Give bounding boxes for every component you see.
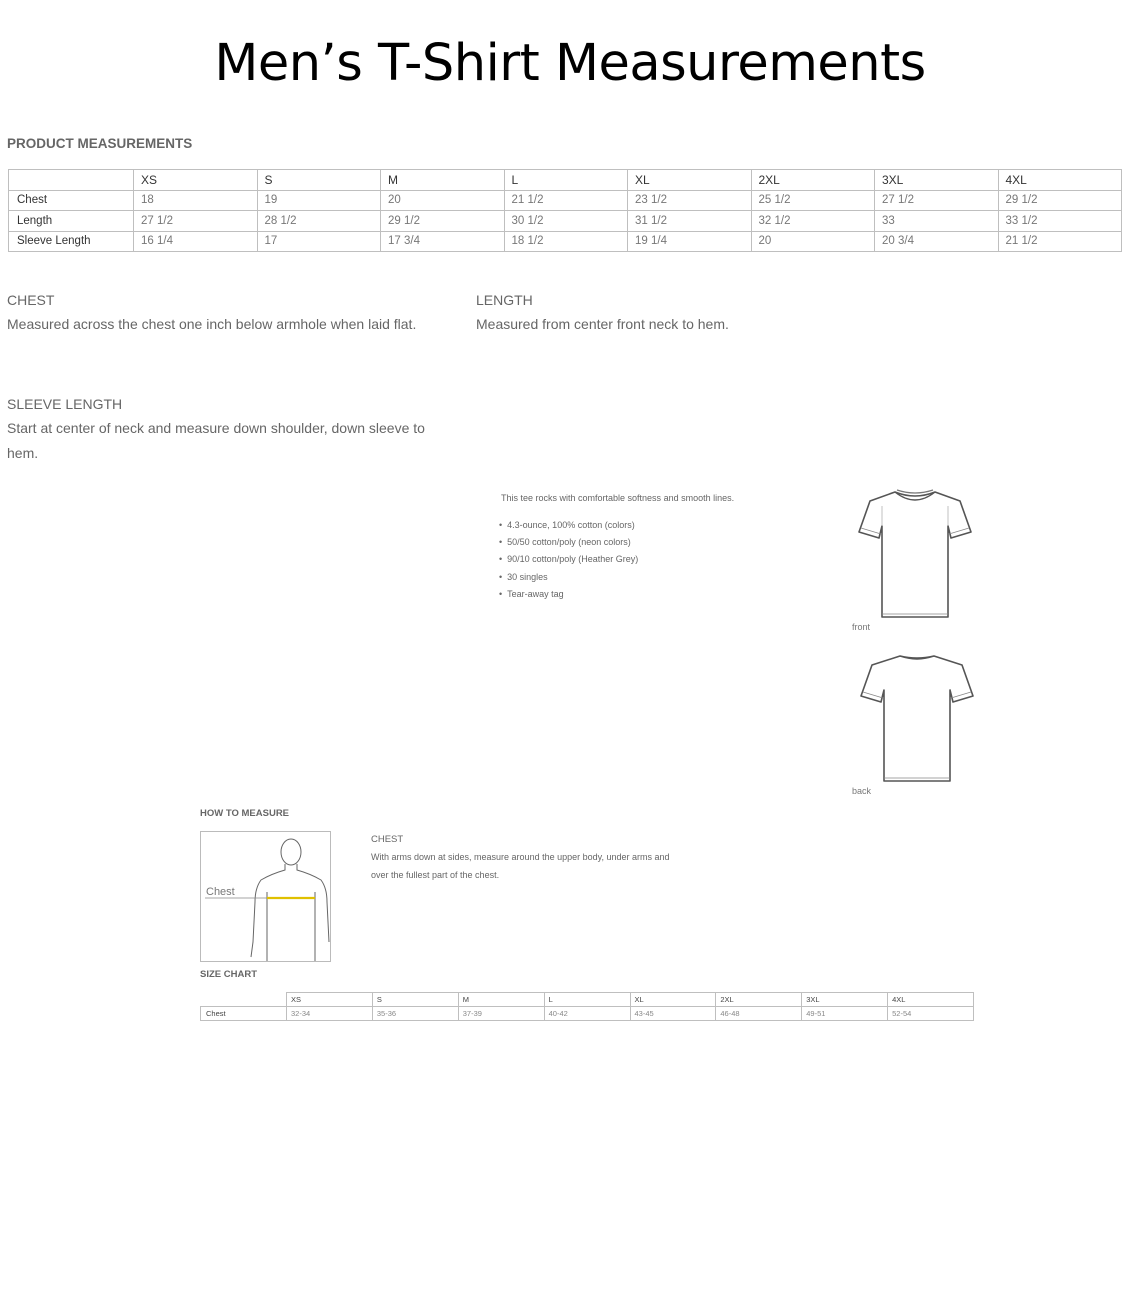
- list-item: • 30 singles: [499, 572, 638, 589]
- size-chart-table: [200, 992, 974, 1021]
- size-chart-heading: SIZE CHART: [200, 969, 257, 980]
- table-row: [9, 190, 1122, 211]
- product-intro: This tee rocks with comfortable softness and smooth lines.: [501, 493, 735, 503]
- size-header: XL: [628, 170, 752, 191]
- row-label: Chest: [201, 1007, 287, 1021]
- sleeve-definition-text: Start at center of neck and measure down shoulder, down sleeve to hem.: [7, 420, 425, 461]
- size-header: S: [372, 993, 458, 1007]
- table-cell: 20: [751, 231, 875, 252]
- row-label: Sleeve Length: [9, 231, 134, 252]
- table-corner-cell: [9, 170, 134, 191]
- table-cell: 33 1/2: [998, 211, 1122, 232]
- how-to-measure-heading: HOW TO MEASURE: [200, 808, 290, 819]
- table-row: [201, 1007, 974, 1021]
- size-header: M: [458, 993, 544, 1007]
- product-measurements-table: [8, 169, 1122, 252]
- tshirt-back-icon: [852, 650, 982, 786]
- length-definition-text: Measured from center front neck to hem.: [476, 316, 729, 332]
- size-header: S: [257, 170, 381, 191]
- how-to-measure-chest-text: With arms down at sides, measure around the upper body, under arms and over the fullest part of the chest.: [371, 852, 670, 880]
- size-header: 2XL: [716, 993, 802, 1007]
- list-item: • Tear-away tag: [499, 589, 638, 606]
- table-cell: 19 1/4: [628, 231, 752, 252]
- size-header: XL: [630, 993, 716, 1007]
- table-cell: 19: [257, 190, 381, 211]
- table-cell: 37-39: [458, 1007, 544, 1021]
- table-cell: 25 1/2: [751, 190, 875, 211]
- size-header: 4XL: [998, 170, 1122, 191]
- table-cell: 40-42: [544, 1007, 630, 1021]
- table-cell: 29 1/2: [381, 211, 505, 232]
- table-cell: 21 1/2: [998, 231, 1122, 252]
- table-header-row: [201, 993, 974, 1007]
- tshirt-front-icon: [850, 486, 980, 622]
- table-cell: 43-45: [630, 1007, 716, 1021]
- table-cell: 20 3/4: [875, 231, 999, 252]
- table-cell: 35-36: [372, 1007, 458, 1021]
- row-label: Length: [9, 211, 134, 232]
- length-definition-title: LENGTH: [476, 292, 533, 308]
- table-cell: 29 1/2: [998, 190, 1122, 211]
- table-cell: 32 1/2: [751, 211, 875, 232]
- table-header-row: [9, 170, 1122, 191]
- table-cell: 27 1/2: [875, 190, 999, 211]
- measure-figure: [200, 831, 331, 962]
- sleeve-definition-title: SLEEVE LENGTH: [7, 396, 123, 412]
- table-cell: 31 1/2: [628, 211, 752, 232]
- table-cell: 52-54: [888, 1007, 974, 1021]
- size-header: L: [504, 170, 628, 191]
- list-item: • 50/50 cotton/poly (neon colors): [499, 537, 638, 554]
- chest-definition-title: CHEST: [7, 292, 55, 308]
- chest-definition-text: Measured across the chest one inch below armhole when laid flat.: [7, 316, 417, 332]
- size-header: M: [381, 170, 505, 191]
- front-caption: front: [852, 622, 871, 632]
- table-cell: 28 1/2: [257, 211, 381, 232]
- table-cell: 30 1/2: [504, 211, 628, 232]
- table-cell: 23 1/2: [628, 190, 752, 211]
- size-header: XS: [287, 993, 373, 1007]
- size-header: 2XL: [751, 170, 875, 191]
- table-cell: 17: [257, 231, 381, 252]
- table-cell: 32-34: [287, 1007, 373, 1021]
- page-title: Men’s T-Shirt Measurements: [214, 34, 926, 93]
- list-item: • 90/10 cotton/poly (Heather Grey): [499, 554, 638, 571]
- size-header: L: [544, 993, 630, 1007]
- table-cell: 33: [875, 211, 999, 232]
- size-header: XS: [134, 170, 258, 191]
- chest-figure-label: Chest: [206, 886, 235, 898]
- table-cell: 46-48: [716, 1007, 802, 1021]
- table-cell: 27 1/2: [134, 211, 258, 232]
- how-to-measure-chest-title: CHEST: [371, 834, 404, 845]
- product-features-list: [499, 520, 638, 606]
- row-label: Chest: [9, 190, 134, 211]
- table-row: [9, 231, 1122, 252]
- size-header: 3XL: [802, 993, 888, 1007]
- product-measurements-heading: PRODUCT MEASUREMENTS: [7, 136, 193, 151]
- table-cell: 17 3/4: [381, 231, 505, 252]
- table-cell: 18: [134, 190, 258, 211]
- table-corner-cell: [201, 993, 287, 1007]
- size-header: 3XL: [875, 170, 999, 191]
- table-cell: 21 1/2: [504, 190, 628, 211]
- table-cell: 18 1/2: [504, 231, 628, 252]
- table-cell: 49-51: [802, 1007, 888, 1021]
- table-row: [9, 211, 1122, 232]
- back-caption: back: [852, 786, 872, 796]
- list-item: • 4.3-ounce, 100% cotton (colors): [499, 520, 638, 537]
- size-header: 4XL: [888, 993, 974, 1007]
- table-cell: 16 1/4: [134, 231, 258, 252]
- table-cell: 20: [381, 190, 505, 211]
